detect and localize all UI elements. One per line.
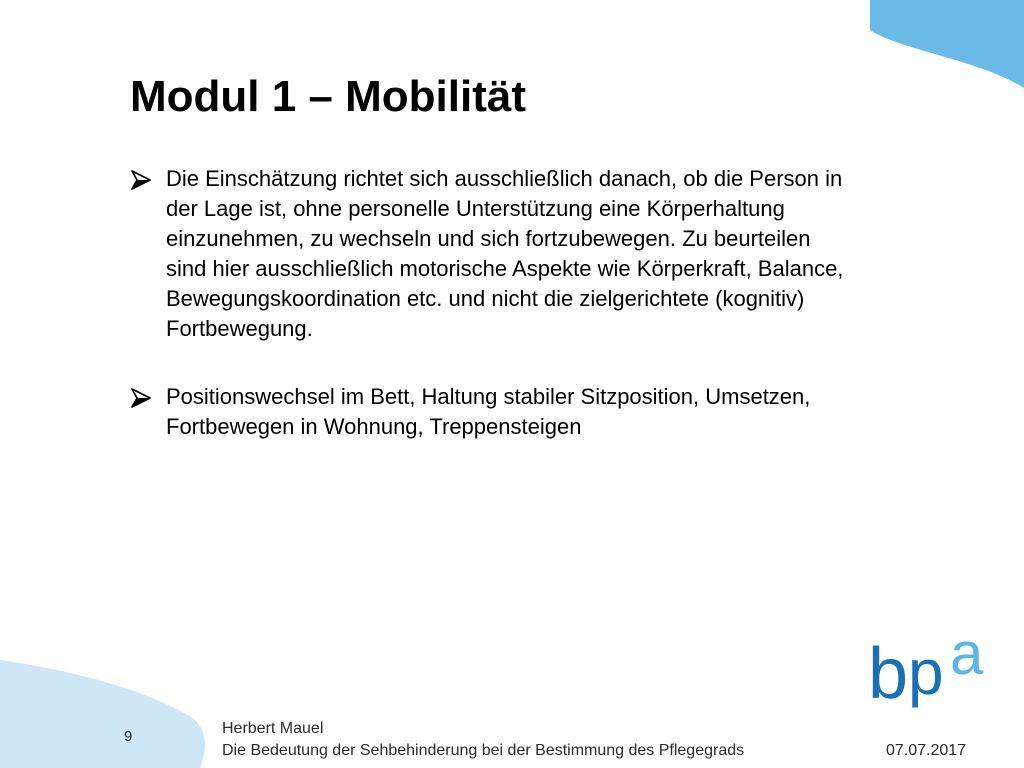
bottom-swoosh-shape (0, 660, 205, 768)
footer-talk-title: Die Bedeutung der Sehbehinderung bei der Bestimmung des Pflegegrads (222, 742, 745, 759)
footer-date: 07.07.2017 (886, 742, 967, 759)
svg-text:b: b (868, 634, 909, 714)
bullet-item (130, 164, 850, 344)
svg-text:p: p (908, 636, 944, 708)
bullet-list (130, 164, 850, 480)
bpa-logo (868, 624, 998, 716)
top-swoosh-shape (870, 0, 1024, 88)
bullet-text: Positionswechsel im Bett, Haltung stabiler Sitzposition, Umsetzen, Fortbewegen in Wohnung, Treppensteigen (166, 384, 811, 439)
page-number: 9 (124, 728, 133, 745)
bullet-text: Die Einschätzung richtet sich ausschließlich danach, ob die Person in der Lage ist, ohne personelle Unterstützung eine Körperhaltung einzunehmen, zu wechseln und sich fortzubewegen. Zu beurteilen sind hier ausschließlich motorische Aspekte wie Körperkraft, Balance, Bewegungskoordination etc. und nicht die zielgerichtete (kognitiv) Fortbewegung. (166, 166, 844, 341)
bullet-item (130, 382, 850, 442)
slide-title: Modul 1 – Mobilität (130, 72, 526, 121)
footer-author: Herbert Mauel (222, 720, 324, 737)
arrow-bullet-icon (130, 170, 152, 190)
bottom-decoration (0, 660, 260, 768)
svg-text:a: a (950, 624, 984, 687)
arrow-bullet-icon (130, 388, 152, 408)
